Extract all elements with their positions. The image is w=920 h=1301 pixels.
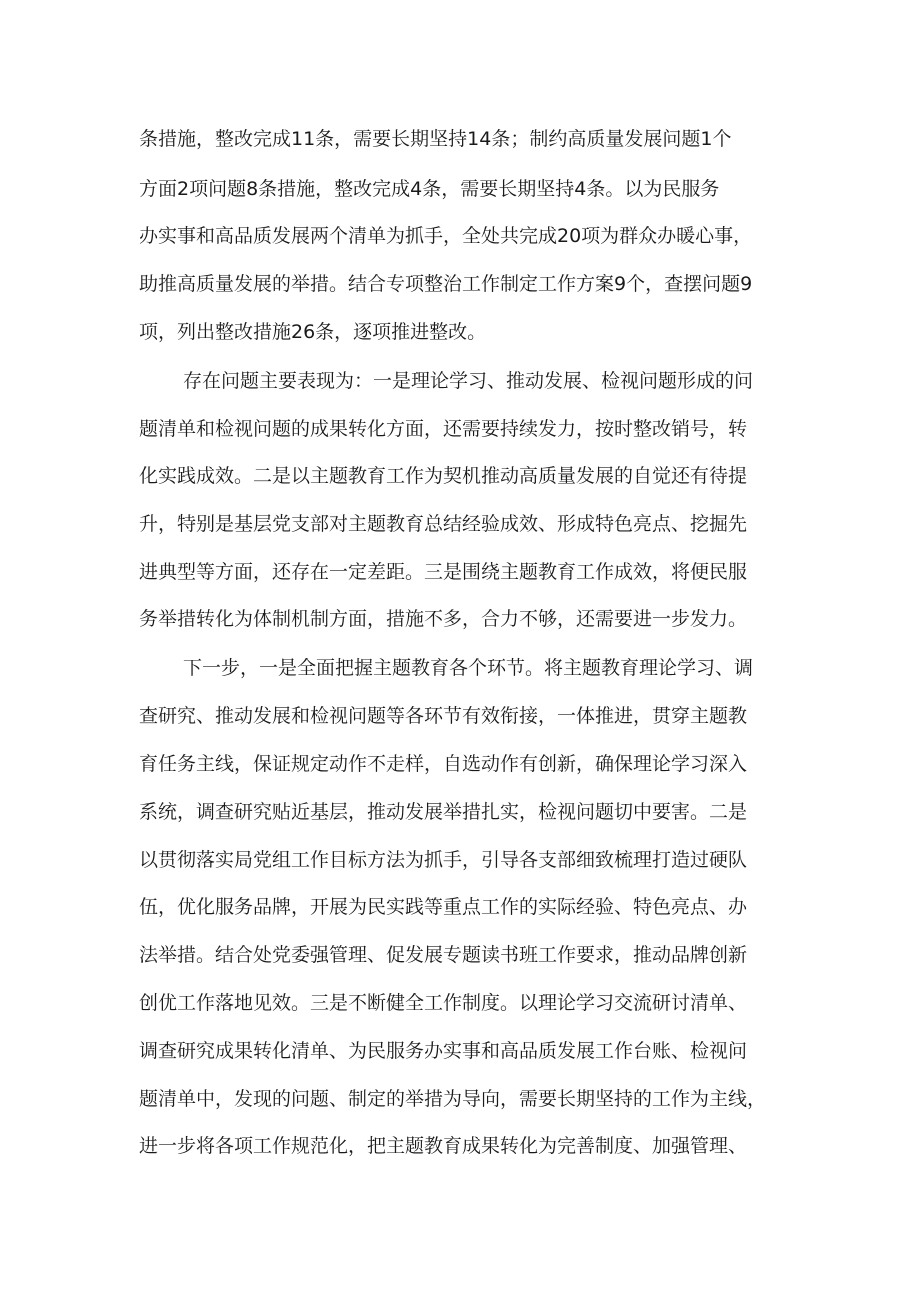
text-line: 创优工作落地见效。三是不断健全工作制度。以理论学习交流研讨清单、 [139,992,748,1014]
text-line: 下一步，一是全面把握主题教育各个环节。将主题教育理论学习、调 [183,657,754,679]
text-line: 查研究、推动发展和检视问题等各环节有效衔接，一体推进，贯穿主题教 [139,705,748,727]
text-line: 题清单和检视问题的成果转化方面，还需要持续发力，按时整改销号，转 [139,418,748,440]
text-line: 条措施，整改完成11条，需要长期坚持14条；制约高质量发展问题1个 [139,128,732,150]
text-line: 办实事和高品质发展两个清单为抓手，全处共完成20项为群众办暖心事， [139,225,753,247]
text-line: 进一步将各项工作规范化，把主题教育成果转化为完善制度、加强管理、 [139,1135,748,1157]
text-line: 法举措。结合处党委强管理、促发展专题读书班工作要求，推动品牌创新 [139,944,748,966]
text-line: 进典型等方面，还存在一定差距。三是围绕主题教育工作成效，将便民服 [139,561,748,583]
text-line: 化实践成效。二是以主题教育工作为契机推动高质量发展的自觉还有待提 [139,465,748,487]
text-line: 升，特别是基层党支部对主题教育总结经验成效、形成特色亮点、挖掘先 [139,513,748,535]
text-line: 务举措转化为体制机制方面，措施不多，合力不够，还需要进一步发力。 [139,608,748,630]
text-line: 方面2项问题8条措施，整改完成4条，需要长期坚持4条。以为民服务 [139,178,720,200]
text-line: 项，列出整改措施26条，逐项推进整改。 [139,321,487,343]
text-line: 题清单中，发现的问题、制定的举措为导向，需要长期坚持的工作为主线， [139,1088,767,1110]
text-line: 伍，优化服务品牌，开展为民实践等重点工作的实际经验、特色亮点、办 [139,896,748,918]
text-line: 育任务主线，保证规定动作不走样，自选动作有创新，确保理论学习深入 [139,753,748,775]
text-line: 存在问题主要表现为：一是理论学习、推动发展、检视问题形成的问 [183,370,754,392]
text-line: 助推高质量发展的举措。结合专项整治工作制定工作方案9个，查摆问题9 [139,273,753,295]
text-line: 系统，调查研究贴近基层，推动发展举措扎实，检视问题切中要害。二是 [139,801,748,823]
text-line: 调查研究成果转化清单、为民服务办实事和高品质发展工作台账、检视问 [139,1040,748,1062]
text-line: 以贯彻落实局党组工作目标方法为抓手，引导各支部细致梳理打造过硬队 [139,849,748,871]
